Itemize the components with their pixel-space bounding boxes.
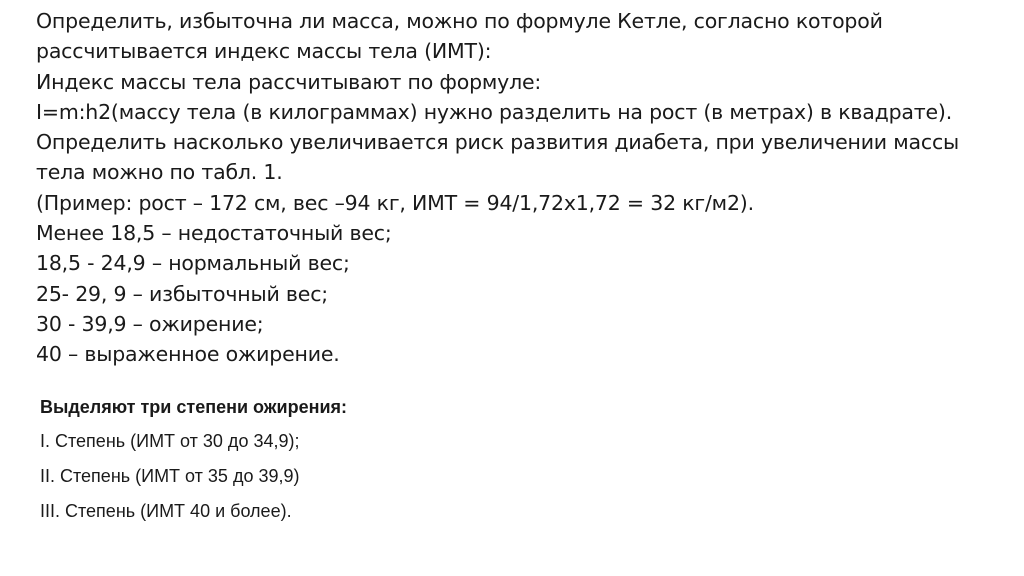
text-line: рассчитывается индекс массы тела (ИМТ): (36, 39, 492, 64)
bmi-range-line: 40 – выраженное ожирение. (36, 342, 340, 367)
bmi-range-line: 25- 29, 9 – избыточный вес; (36, 281, 328, 306)
bmi-range-line: 18,5 - 24,9 – нормальный вес; (36, 251, 350, 276)
obesity-heading: Выделяют три степени ожирения: (40, 397, 348, 417)
obesity-degree-item: II. Степень (ИМТ от 35 до 39,9) (40, 466, 300, 486)
text-line: Индекс массы тела рассчитывают по формуле: (36, 69, 542, 94)
bmi-range-line: 30 - 39,9 – ожирение; (36, 311, 264, 336)
text-line: Определить, избыточна ли масса, можно по формуле Кетле, согласно которой (36, 9, 883, 33)
obesity-degrees-block (40, 392, 740, 529)
text-line: тела можно по табл. 1. (36, 160, 283, 185)
obesity-degree-item: III. Степень (ИМТ 40 и более). (40, 501, 292, 521)
formula-line: I=m:h2(массу тела (в килограммах) нужно разделить на рост (в метрах) в квадрате). (36, 99, 953, 124)
example-line: (Пример: рост – 172 см, вес –94 кг, ИМТ = 94/1,72х1,72 = 32 кг/м2). (36, 190, 754, 215)
bmi-range-line: Менее 18,5 – недостаточный вес; (36, 221, 392, 246)
obesity-degree-item: I. Степень (ИМТ от 30 до 34,9); (40, 431, 300, 451)
main-text-block (36, 6, 996, 370)
text-line: Определить насколько увеличивается риск развития диабета, при увеличении массы (36, 130, 960, 155)
